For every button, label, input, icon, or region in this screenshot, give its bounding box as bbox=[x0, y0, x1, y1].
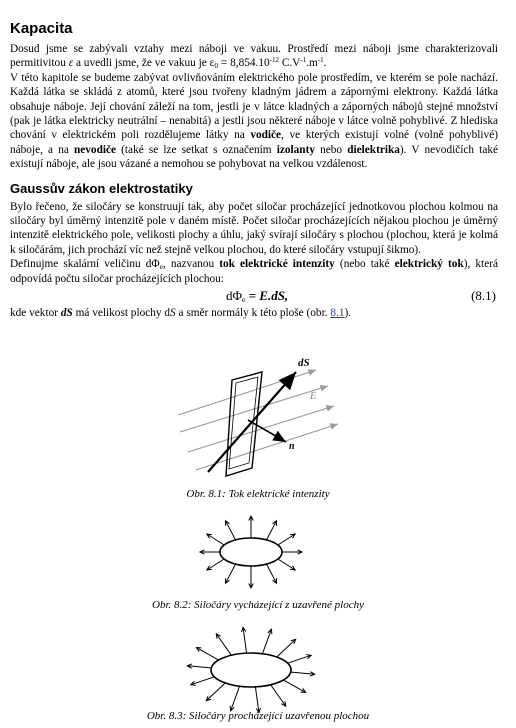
caption-fig-8-2: Obr. 8.2: Siločáry vycházející z uzavřené plochy bbox=[152, 599, 364, 611]
figure-link-8-1[interactable]: 8.1 bbox=[330, 307, 345, 320]
label-n: n bbox=[289, 441, 295, 452]
paragraph-intro: Dosud jsme se zabývali vztahy mezi náboji ve vakuu. Prostředí mezi náboji jsme charakterizovali permitivitou ε a uvedli jsme, že ve vakuu je $\varepsilon_0 = 8,854.10^{-12}$ $C.V^{-1}.m^{-1}$. bbox=[10, 43, 498, 71]
caption-fig-8-1: Obr. 8.1: Tok elektrické intenzity bbox=[186, 488, 330, 500]
paragraph-vector-ds: kde vektor dS má velikost plochy dS a směr normály k této ploše (obr. 8.1). bbox=[10, 307, 352, 320]
caption-fig-8-3: Obr. 8.3: Siločáry procházející uzavřenou plochou bbox=[146, 710, 370, 722]
label-ds: dS bbox=[298, 357, 310, 369]
section-heading-gauss: Gaussův zákon elektrostatiky bbox=[10, 180, 193, 196]
equation-expression: $d\Phi_e = E.dS$, bbox=[226, 288, 289, 305]
paragraph-materials: V této kapitole se budeme zabývat ovlivňováním elektrického pole prostředím, ve kterém se pole nachází. Každá látka se skládá z atomů, které jsou tvořeny kladným jádrem a zápornými elektrony. Každá látka obsahuje náboje. Její chování záleží na tom, jestli je v látce kladných a záporných nábojů stejné množství (pak je látka elektricky neutrální – nenabitá) a jestli jsou některé náboje v látce volně pohyblivé. Z hlediska chování v elektrickém poli rozdělujeme látky na vodiče, ve kterých existují volné (volně pohyblivé) náboje, a na nevodiče (také se lze setkat s označením izolanty nebo dielektrika). V nevodičích také existují náboje, ale jsou vázané a nemohou se pohybovat na velkou vzdálenost. bbox=[10, 71, 498, 171]
closed-surface bbox=[211, 653, 291, 687]
label-e: E bbox=[310, 391, 317, 402]
equation-number: (8.1) bbox=[471, 288, 496, 304]
section-heading-kapacita: Kapacita bbox=[10, 20, 73, 37]
paragraph-definition: Definujme skalární veličinu $d\Phi_e$, nazvanou tok elektrické intenzity (nebo také elektrický tok), která odpovídá počtu siločar procházejících plochou: bbox=[10, 258, 498, 285]
paragraph-field-lines: Bylo řečeno, že siločáry se konstruují tak, aby počet siločar procházející jednotkovou plochou kolmou na siločáry byl úměrný intenzitě pole v daném místě. Počet siločar procházejících nějakou plochou je úměrný intenzitě elektrického pole, velikosti plochy a úhlu, jaký svírají siločáry s plochou (plochou, která je kolmá k siločárám, jich prochází víc než stejně velkou plochou, do které siločáry vstupují šikmo). bbox=[10, 200, 498, 256]
